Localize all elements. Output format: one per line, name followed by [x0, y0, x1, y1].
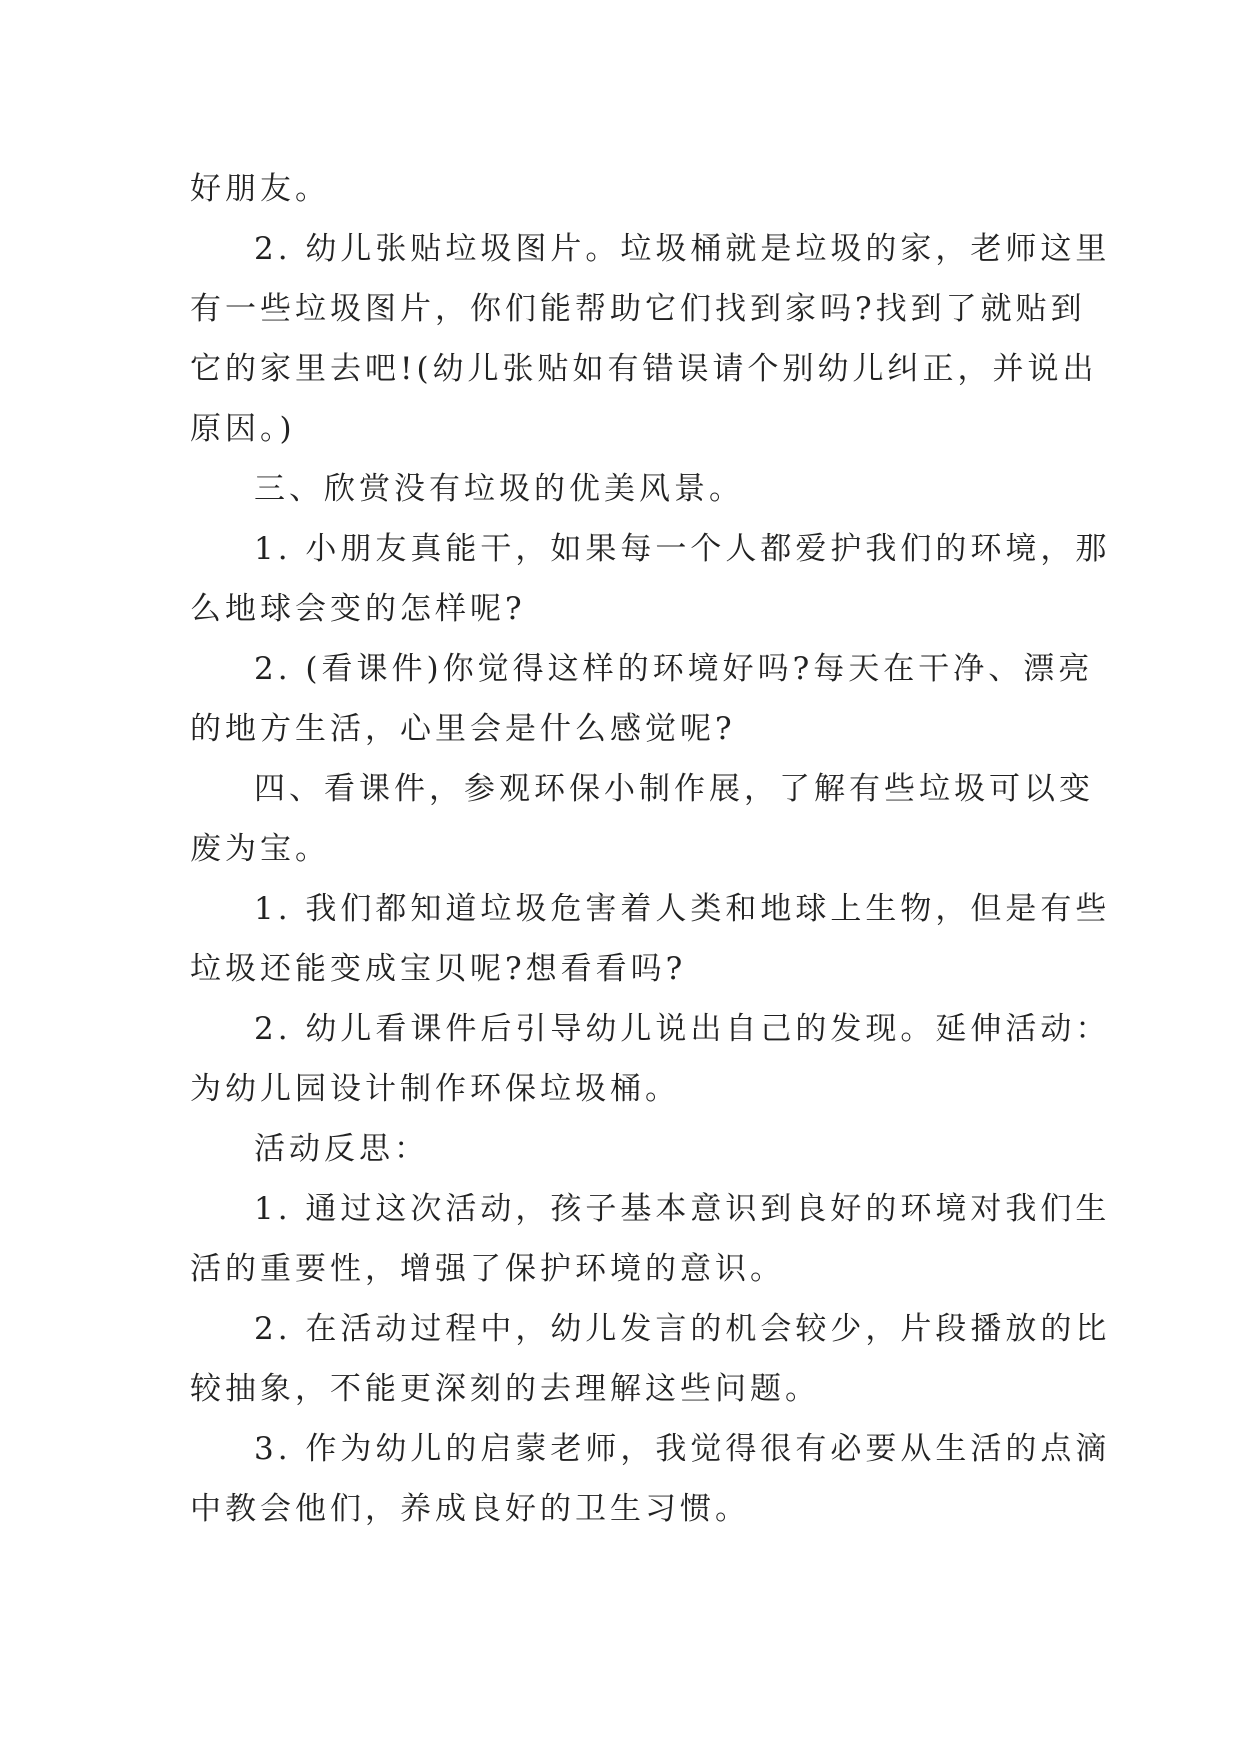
section-heading: 活动反思： — [254, 1131, 429, 1167]
text-line: 为幼儿园设计制作环保垃圾桶。 — [190, 1071, 680, 1107]
text-line: 2. 幼儿看课件后引导幼儿说出自己的发现。延伸活动： — [254, 1011, 1111, 1047]
text-line: 好朋友。 — [190, 171, 330, 207]
text-line: 原因。) — [190, 411, 296, 447]
section-heading: 三、欣赏没有垃圾的优美风景。 — [254, 471, 744, 507]
text-line: 它的家里去吧!(幼儿张贴如有错误请个别幼儿纠正，并说出 — [190, 351, 1098, 387]
text-line: 垃圾还能变成宝贝呢?想看看吗? — [190, 951, 687, 987]
text-line: 1. 我们都知道垃圾危害着人类和地球上生物，但是有些 — [254, 891, 1111, 927]
text-line: 有一些垃圾图片，你们能帮助它们找到家吗?找到了就贴到 — [190, 291, 1086, 327]
text-line: 1. 小朋友真能干，如果每一个人都爱护我们的环境，那 — [254, 531, 1111, 567]
document-body — [190, 159, 1111, 1539]
text-line: 活的重要性，增强了保护环境的意识。 — [190, 1251, 785, 1287]
section-heading: 四、看课件，参观环保小制作展，了解有些垃圾可以变 — [254, 771, 1094, 807]
text-line: 中教会他们，养成良好的卫生习惯。 — [190, 1491, 750, 1527]
text-line: 2. 幼儿张贴垃圾图片。垃圾桶就是垃圾的家，老师这里 — [254, 231, 1111, 267]
text-line: 较抽象，不能更深刻的去理解这些问题。 — [190, 1371, 820, 1407]
text-line: 么地球会变的怎样呢? — [190, 591, 526, 627]
text-line: 废为宝。 — [190, 831, 330, 867]
text-line: 的地方生活，心里会是什么感觉呢? — [190, 711, 736, 747]
text-line: 3. 作为幼儿的启蒙老师，我觉得很有必要从生活的点滴 — [254, 1431, 1111, 1467]
text-line: 2. 在活动过程中，幼儿发言的机会较少，片段播放的比 — [254, 1311, 1111, 1347]
text-line: 1. 通过这次活动，孩子基本意识到良好的环境对我们生 — [254, 1191, 1111, 1227]
text-line: 2. (看课件)你觉得这样的环境好吗?每天在干净、漂亮 — [254, 651, 1094, 687]
